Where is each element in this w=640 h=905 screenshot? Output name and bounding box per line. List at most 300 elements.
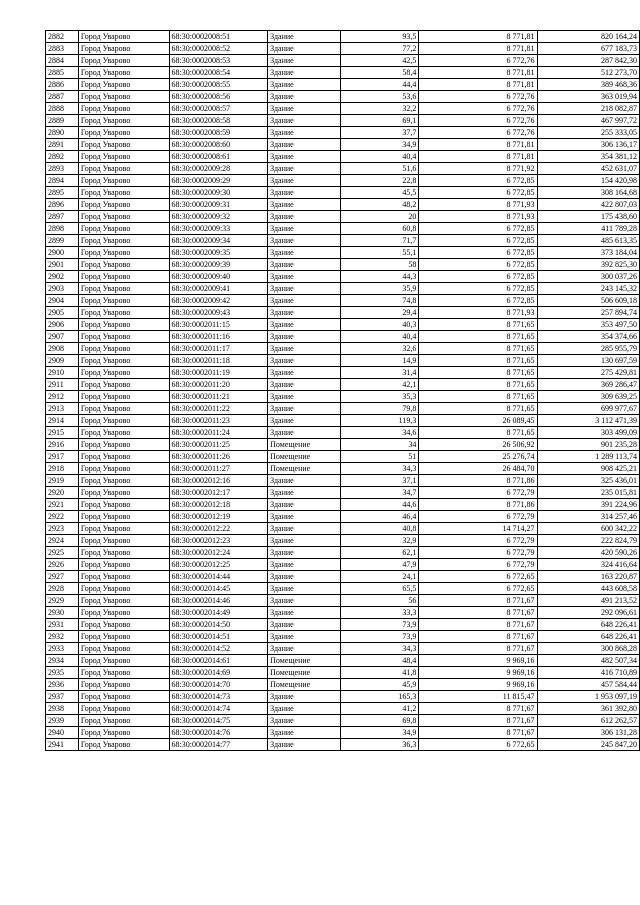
table-row	[46, 175, 640, 187]
cadastral-number-cell: 68:30:0002011:17	[169, 343, 268, 355]
locality-cell: Город Уварово	[78, 31, 169, 43]
object-type-cell: Здание	[268, 523, 341, 535]
area-cell: 47,9	[340, 559, 418, 571]
locality-cell: Город Уварово	[78, 115, 169, 127]
cadastral-number-cell: 68:30:0002014:70	[169, 679, 268, 691]
table-row	[46, 355, 640, 367]
area-cell: 44,6	[340, 499, 418, 511]
cadastral-value-cell: 600 342,22	[537, 523, 640, 535]
table-row	[46, 211, 640, 223]
cadastral-value-cell: 255 333,05	[537, 127, 640, 139]
cadastral-value-cell: 3 112 471,39	[537, 415, 640, 427]
cadastral-value-cell: 411 789,28	[537, 223, 640, 235]
cadastral-value-cell: 457 584,44	[537, 679, 640, 691]
locality-cell: Город Уварово	[78, 367, 169, 379]
cadastral-value-cell: 908 425,21	[537, 463, 640, 475]
row-number-cell: 2920	[46, 487, 79, 499]
object-type-cell: Здание	[268, 211, 341, 223]
area-cell: 56	[340, 595, 418, 607]
locality-cell: Город Уварово	[78, 631, 169, 643]
locality-cell: Город Уварово	[78, 223, 169, 235]
area-cell: 71,7	[340, 235, 418, 247]
cadastral-value-cell: 154 420,98	[537, 175, 640, 187]
locality-cell: Город Уварово	[78, 463, 169, 475]
cadastral-value-cell: 130 697,59	[537, 355, 640, 367]
area-cell: 69,8	[340, 715, 418, 727]
row-number-cell: 2926	[46, 559, 79, 571]
cadastral-number-cell: 68:30:0002008:51	[169, 31, 268, 43]
object-type-cell: Здание	[268, 547, 341, 559]
locality-cell: Город Уварово	[78, 451, 169, 463]
area-cell: 14,9	[340, 355, 418, 367]
object-type-cell: Здание	[268, 139, 341, 151]
unit-value-cell: 6 772,76	[419, 103, 537, 115]
unit-value-cell: 9 969,16	[419, 655, 537, 667]
cadastral-number-cell: 68:30:0002009:34	[169, 235, 268, 247]
locality-cell: Город Уварово	[78, 619, 169, 631]
row-number-cell: 2918	[46, 463, 79, 475]
object-type-cell: Здание	[268, 319, 341, 331]
cadastral-number-cell: 68:30:0002011:22	[169, 403, 268, 415]
cadastral-value-cell: 485 613,35	[537, 235, 640, 247]
table-row	[46, 499, 640, 511]
row-number-cell: 2895	[46, 187, 79, 199]
cadastral-number-cell: 68:30:0002008:54	[169, 67, 268, 79]
object-type-cell: Здание	[268, 619, 341, 631]
object-type-cell: Помещение	[268, 679, 341, 691]
row-number-cell: 2903	[46, 283, 79, 295]
row-number-cell: 2894	[46, 175, 79, 187]
locality-cell: Город Уварово	[78, 307, 169, 319]
row-number-cell: 2934	[46, 655, 79, 667]
unit-value-cell: 8 771,92	[419, 163, 537, 175]
table-row	[46, 691, 640, 703]
cadastral-value-cell: 1 953 097,19	[537, 691, 640, 703]
table-row	[46, 739, 640, 751]
area-cell: 119,3	[340, 415, 418, 427]
locality-cell: Город Уварово	[78, 199, 169, 211]
area-cell: 48,2	[340, 199, 418, 211]
cadastral-number-cell: 68:30:0002008:60	[169, 139, 268, 151]
area-cell: 79,8	[340, 403, 418, 415]
area-cell: 35,3	[340, 391, 418, 403]
unit-value-cell: 6 772,85	[419, 295, 537, 307]
area-cell: 32,2	[340, 103, 418, 115]
area-cell: 60,8	[340, 223, 418, 235]
locality-cell: Город Уварово	[78, 403, 169, 415]
cadastral-value-cell: 482 507,34	[537, 655, 640, 667]
object-type-cell: Помещение	[268, 667, 341, 679]
unit-value-cell: 8 771,67	[419, 619, 537, 631]
object-type-cell: Здание	[268, 199, 341, 211]
table-row	[46, 127, 640, 139]
object-type-cell: Здание	[268, 67, 341, 79]
area-cell: 51,6	[340, 163, 418, 175]
unit-value-cell: 6 772,76	[419, 55, 537, 67]
cadastral-number-cell: 68:30:0002009:41	[169, 283, 268, 295]
object-type-cell: Здание	[268, 379, 341, 391]
locality-cell: Город Уварово	[78, 571, 169, 583]
area-cell: 42,1	[340, 379, 418, 391]
table-row	[46, 547, 640, 559]
cadastral-number-cell: 68:30:0002012:16	[169, 475, 268, 487]
cadastral-value-cell: 392 825,30	[537, 259, 640, 271]
unit-value-cell: 8 771,65	[419, 403, 537, 415]
locality-cell: Город Уварово	[78, 739, 169, 751]
row-number-cell: 2913	[46, 403, 79, 415]
table-row	[46, 511, 640, 523]
cadastral-value-cell: 416 710,89	[537, 667, 640, 679]
cadastral-number-cell: 68:30:0002009:32	[169, 211, 268, 223]
locality-cell: Город Уварово	[78, 427, 169, 439]
locality-cell: Город Уварово	[78, 67, 169, 79]
object-type-cell: Здание	[268, 115, 341, 127]
object-type-cell: Здание	[268, 79, 341, 91]
area-cell: 69,1	[340, 115, 418, 127]
area-cell: 46,4	[340, 511, 418, 523]
locality-cell: Город Уварово	[78, 499, 169, 511]
locality-cell: Город Уварово	[78, 163, 169, 175]
row-number-cell: 2884	[46, 55, 79, 67]
cadastral-value-cell: 218 082,87	[537, 103, 640, 115]
cadastral-number-cell: 68:30:0002011:21	[169, 391, 268, 403]
cadastral-number-cell: 68:30:0002011:19	[169, 367, 268, 379]
table-row	[46, 115, 640, 127]
table-row	[46, 43, 640, 55]
row-number-cell: 2927	[46, 571, 79, 583]
cadastral-value-cell: 243 145,32	[537, 283, 640, 295]
locality-cell: Город Уварово	[78, 727, 169, 739]
unit-value-cell: 8 771,65	[419, 427, 537, 439]
cadastral-value-cell: 257 894,74	[537, 307, 640, 319]
table-row	[46, 187, 640, 199]
cadastral-number-cell: 68:30:0002014:75	[169, 715, 268, 727]
cadastral-value-cell: 306 131,28	[537, 727, 640, 739]
area-cell: 53,6	[340, 91, 418, 103]
cadastral-value-cell: 285 955,79	[537, 343, 640, 355]
unit-value-cell: 8 771,67	[419, 643, 537, 655]
cadastral-number-cell: 68:30:0002008:53	[169, 55, 268, 67]
row-number-cell: 2896	[46, 199, 79, 211]
locality-cell: Город Уварово	[78, 415, 169, 427]
row-number-cell: 2935	[46, 667, 79, 679]
unit-value-cell: 25 276,74	[419, 451, 537, 463]
table-row	[46, 79, 640, 91]
area-cell: 34,9	[340, 727, 418, 739]
row-number-cell: 2925	[46, 547, 79, 559]
area-cell: 40,3	[340, 319, 418, 331]
row-number-cell: 2932	[46, 631, 79, 643]
object-type-cell: Здание	[268, 415, 341, 427]
table-row	[46, 103, 640, 115]
unit-value-cell: 8 771,65	[419, 379, 537, 391]
cadastral-value-cell: 648 226,41	[537, 631, 640, 643]
row-number-cell: 2931	[46, 619, 79, 631]
cadastral-value-cell: 175 438,60	[537, 211, 640, 223]
row-number-cell: 2888	[46, 103, 79, 115]
cadastral-value-cell: 287 842,30	[537, 55, 640, 67]
locality-cell: Город Уварово	[78, 595, 169, 607]
cadastral-number-cell: 68:30:0002011:26	[169, 451, 268, 463]
area-cell: 45,5	[340, 187, 418, 199]
cadastral-number-cell: 68:30:0002011:18	[169, 355, 268, 367]
table-row	[46, 727, 640, 739]
row-number-cell: 2906	[46, 319, 79, 331]
area-cell: 37,7	[340, 127, 418, 139]
area-cell: 55,1	[340, 247, 418, 259]
cadastral-value-cell: 309 639,25	[537, 391, 640, 403]
table-row	[46, 379, 640, 391]
cadastral-number-cell: 68:30:0002012:23	[169, 535, 268, 547]
area-cell: 36,3	[340, 739, 418, 751]
table-row	[46, 283, 640, 295]
table-row	[46, 331, 640, 343]
cadastral-value-cell: 901 235,28	[537, 439, 640, 451]
unit-value-cell: 8 771,65	[419, 391, 537, 403]
object-type-cell: Здание	[268, 583, 341, 595]
object-type-cell: Здание	[268, 703, 341, 715]
row-number-cell: 2892	[46, 151, 79, 163]
cadastral-number-cell: 68:30:0002009:30	[169, 187, 268, 199]
table-row	[46, 343, 640, 355]
cadastral-value-cell: 314 257,46	[537, 511, 640, 523]
row-number-cell: 2930	[46, 607, 79, 619]
unit-value-cell: 8 771,67	[419, 715, 537, 727]
row-number-cell: 2916	[46, 439, 79, 451]
area-cell: 58,4	[340, 67, 418, 79]
cadastral-value-cell: 300 037,26	[537, 271, 640, 283]
locality-cell: Город Уварово	[78, 691, 169, 703]
cadastral-value-cell: 275 429,81	[537, 367, 640, 379]
object-type-cell: Здание	[268, 271, 341, 283]
area-cell: 73,9	[340, 631, 418, 643]
cadastral-value-cell: 420 590,26	[537, 547, 640, 559]
row-number-cell: 2887	[46, 91, 79, 103]
object-type-cell: Здание	[268, 427, 341, 439]
row-number-cell: 2911	[46, 379, 79, 391]
object-type-cell: Здание	[268, 127, 341, 139]
area-cell: 44,3	[340, 271, 418, 283]
cadastral-number-cell: 68:30:0002011:24	[169, 427, 268, 439]
cadastral-value-cell: 422 807,03	[537, 199, 640, 211]
cadastral-value-cell: 699 977,67	[537, 403, 640, 415]
area-cell: 34,3	[340, 643, 418, 655]
row-number-cell: 2898	[46, 223, 79, 235]
cadastral-value-cell: 389 468,36	[537, 79, 640, 91]
table-row	[46, 151, 640, 163]
locality-cell: Город Уварово	[78, 475, 169, 487]
area-cell: 40,4	[340, 151, 418, 163]
locality-cell: Город Уварово	[78, 127, 169, 139]
cadastral-number-cell: 68:30:0002012:18	[169, 499, 268, 511]
unit-value-cell: 6 772,85	[419, 175, 537, 187]
row-number-cell: 2897	[46, 211, 79, 223]
unit-value-cell: 8 771,81	[419, 151, 537, 163]
unit-value-cell: 6 772,79	[419, 535, 537, 547]
cadastral-number-cell: 68:30:0002011:25	[169, 439, 268, 451]
area-cell: 33,3	[340, 607, 418, 619]
area-cell: 48,4	[340, 655, 418, 667]
table-row	[46, 55, 640, 67]
object-type-cell: Здание	[268, 631, 341, 643]
row-number-cell: 2912	[46, 391, 79, 403]
row-number-cell: 2904	[46, 295, 79, 307]
unit-value-cell: 6 772,85	[419, 247, 537, 259]
object-type-cell: Здание	[268, 151, 341, 163]
table-row	[46, 703, 640, 715]
cadastral-number-cell: 68:30:0002012:22	[169, 523, 268, 535]
unit-value-cell: 6 772,79	[419, 511, 537, 523]
cadastral-value-cell: 677 183,73	[537, 43, 640, 55]
locality-cell: Город Уварово	[78, 235, 169, 247]
unit-value-cell: 8 771,81	[419, 43, 537, 55]
table-row	[46, 559, 640, 571]
cadastral-value-cell: 820 164,24	[537, 31, 640, 43]
unit-value-cell: 6 772,85	[419, 187, 537, 199]
area-cell: 65,5	[340, 583, 418, 595]
row-number-cell: 2893	[46, 163, 79, 175]
cadastral-value-cell: 354 381,12	[537, 151, 640, 163]
unit-value-cell: 9 969,16	[419, 679, 537, 691]
object-type-cell: Здание	[268, 175, 341, 187]
locality-cell: Город Уварово	[78, 583, 169, 595]
object-type-cell: Здание	[268, 367, 341, 379]
object-type-cell: Помещение	[268, 655, 341, 667]
cadastral-number-cell: 68:30:0002009:43	[169, 307, 268, 319]
locality-cell: Город Уварово	[78, 439, 169, 451]
object-type-cell: Здание	[268, 535, 341, 547]
object-type-cell: Здание	[268, 259, 341, 271]
table-row	[46, 583, 640, 595]
table-row	[46, 643, 640, 655]
table-row	[46, 223, 640, 235]
area-cell: 34,3	[340, 463, 418, 475]
unit-value-cell: 6 772,76	[419, 127, 537, 139]
row-number-cell: 2929	[46, 595, 79, 607]
table-row	[46, 31, 640, 43]
cadastral-number-cell: 68:30:0002009:42	[169, 295, 268, 307]
table-row	[46, 259, 640, 271]
cadastral-number-cell: 68:30:0002011:27	[169, 463, 268, 475]
cadastral-value-cell: 292 096,61	[537, 607, 640, 619]
object-type-cell: Здание	[268, 715, 341, 727]
cadastral-value-cell: 306 136,17	[537, 139, 640, 151]
cadastral-number-cell: 68:30:0002014:61	[169, 655, 268, 667]
object-type-cell: Помещение	[268, 439, 341, 451]
locality-cell: Город Уварово	[78, 343, 169, 355]
row-number-cell: 2919	[46, 475, 79, 487]
unit-value-cell: 6 772,65	[419, 739, 537, 751]
cadastral-number-cell: 68:30:0002014:73	[169, 691, 268, 703]
cadastral-number-cell: 68:30:0002012:19	[169, 511, 268, 523]
locality-cell: Город Уварово	[78, 703, 169, 715]
row-number-cell: 2928	[46, 583, 79, 595]
cadastral-value-cell: 467 997,72	[537, 115, 640, 127]
cadastral-number-cell: 68:30:0002014:44	[169, 571, 268, 583]
locality-cell: Город Уварово	[78, 187, 169, 199]
table-body	[46, 31, 640, 751]
cadastral-number-cell: 68:30:0002014:50	[169, 619, 268, 631]
unit-value-cell: 8 771,65	[419, 343, 537, 355]
unit-value-cell: 6 772,79	[419, 559, 537, 571]
unit-value-cell: 8 771,65	[419, 319, 537, 331]
unit-value-cell: 8 771,67	[419, 607, 537, 619]
locality-cell: Город Уварово	[78, 379, 169, 391]
cadastral-number-cell: 68:30:0002008:57	[169, 103, 268, 115]
row-number-cell: 2937	[46, 691, 79, 703]
object-type-cell: Здание	[268, 727, 341, 739]
cadastral-value-cell: 391 224,96	[537, 499, 640, 511]
unit-value-cell: 9 969,16	[419, 667, 537, 679]
row-number-cell: 2907	[46, 331, 79, 343]
cadastral-number-cell: 68:30:0002008:61	[169, 151, 268, 163]
locality-cell: Город Уварово	[78, 355, 169, 367]
table-row	[46, 91, 640, 103]
object-type-cell: Помещение	[268, 451, 341, 463]
cadastral-value-cell: 373 184,04	[537, 247, 640, 259]
table-row	[46, 607, 640, 619]
unit-value-cell: 6 772,85	[419, 283, 537, 295]
table-row	[46, 667, 640, 679]
object-type-cell: Здание	[268, 391, 341, 403]
table-row	[46, 619, 640, 631]
object-type-cell: Здание	[268, 739, 341, 751]
unit-value-cell: 6 772,65	[419, 583, 537, 595]
cadastral-number-cell: 68:30:0002012:17	[169, 487, 268, 499]
property-table	[45, 30, 640, 751]
cadastral-number-cell: 68:30:0002012:24	[169, 547, 268, 559]
row-number-cell: 2938	[46, 703, 79, 715]
cadastral-value-cell: 303 499,09	[537, 427, 640, 439]
row-number-cell: 2914	[46, 415, 79, 427]
cadastral-number-cell: 68:30:0002014:49	[169, 607, 268, 619]
table-row	[46, 319, 640, 331]
table-row	[46, 439, 640, 451]
unit-value-cell: 8 771,86	[419, 475, 537, 487]
table-row	[46, 67, 640, 79]
area-cell: 24,1	[340, 571, 418, 583]
row-number-cell: 2924	[46, 535, 79, 547]
table-row	[46, 715, 640, 727]
cadastral-number-cell: 68:30:0002012:25	[169, 559, 268, 571]
cadastral-value-cell: 354 374,66	[537, 331, 640, 343]
cadastral-number-cell: 68:30:0002009:33	[169, 223, 268, 235]
cadastral-value-cell: 363 019,94	[537, 91, 640, 103]
object-type-cell: Здание	[268, 223, 341, 235]
locality-cell: Город Уварово	[78, 91, 169, 103]
row-number-cell: 2941	[46, 739, 79, 751]
cadastral-value-cell: 506 609,18	[537, 295, 640, 307]
cadastral-number-cell: 68:30:0002014:74	[169, 703, 268, 715]
object-type-cell: Здание	[268, 103, 341, 115]
locality-cell: Город Уварово	[78, 559, 169, 571]
cadastral-number-cell: 68:30:0002008:56	[169, 91, 268, 103]
row-number-cell: 2890	[46, 127, 79, 139]
unit-value-cell: 8 771,93	[419, 307, 537, 319]
area-cell: 41,2	[340, 703, 418, 715]
object-type-cell: Здание	[268, 343, 341, 355]
cadastral-value-cell: 245 847,20	[537, 739, 640, 751]
row-number-cell: 2939	[46, 715, 79, 727]
cadastral-value-cell: 324 416,64	[537, 559, 640, 571]
cadastral-number-cell: 68:30:0002008:58	[169, 115, 268, 127]
unit-value-cell: 6 772,76	[419, 91, 537, 103]
locality-cell: Город Уварово	[78, 43, 169, 55]
area-cell: 37,1	[340, 475, 418, 487]
object-type-cell: Помещение	[268, 463, 341, 475]
unit-value-cell: 8 771,67	[419, 727, 537, 739]
object-type-cell: Здание	[268, 571, 341, 583]
